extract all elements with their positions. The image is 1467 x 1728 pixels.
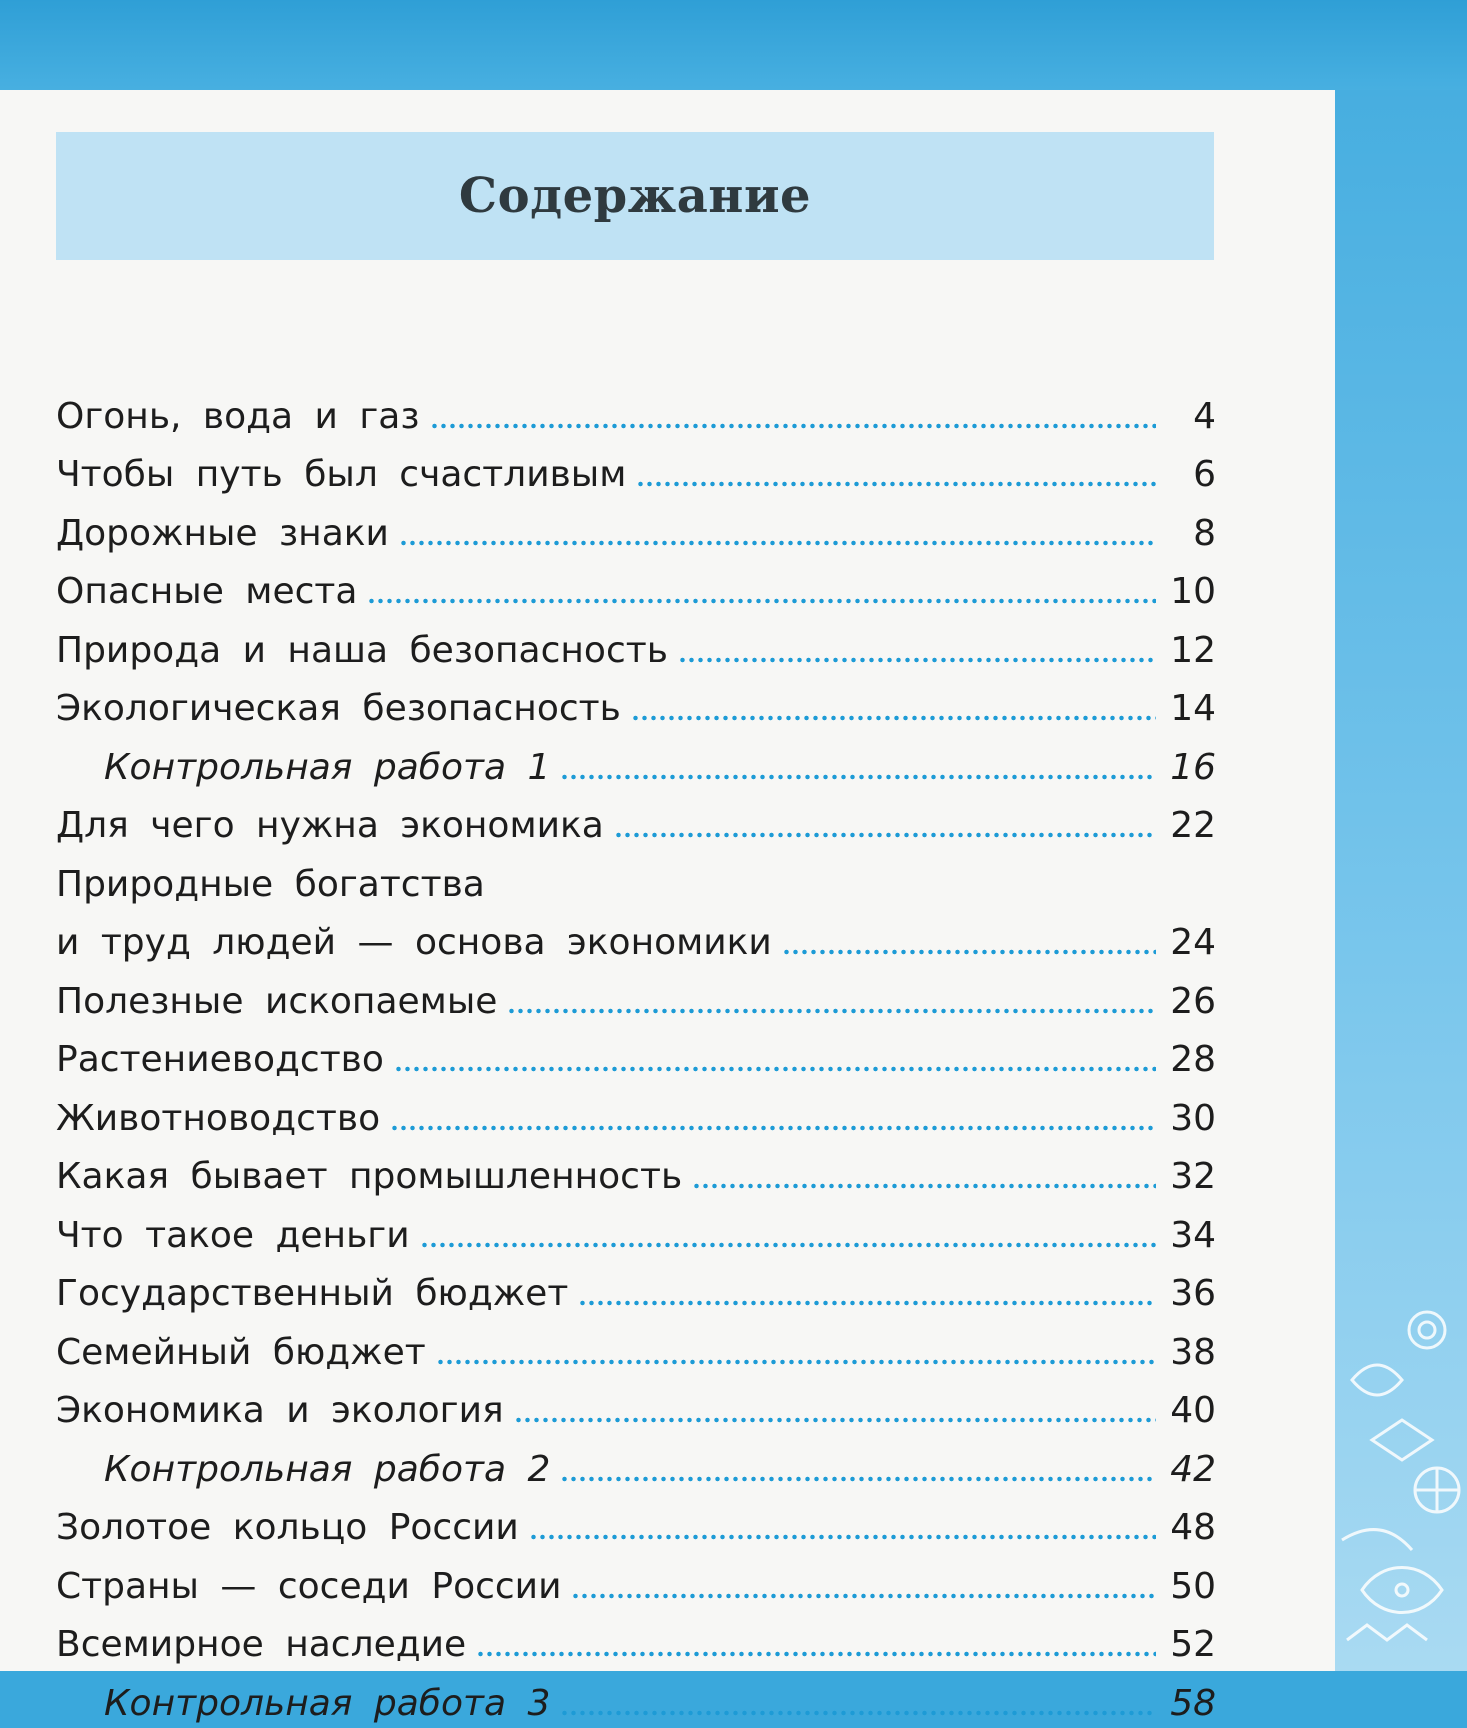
toc-entry-page-number: 32 [1170, 1156, 1216, 1197]
toc-entry [56, 558, 1216, 617]
toc-entry-title: Контрольная работа 2 [104, 1448, 551, 1490]
dot-leader [367, 598, 1156, 604]
toc-entry-page-number: 26 [1170, 980, 1216, 1022]
toc-entry [56, 1494, 1216, 1553]
dot-leader [631, 715, 1156, 721]
dot-leader [436, 1359, 1156, 1365]
dot-leader [394, 1066, 1156, 1072]
toc-entry [56, 1026, 1216, 1085]
toc-entry [56, 850, 1216, 909]
page-sheet [0, 90, 1335, 1724]
dot-leader [420, 1242, 1156, 1248]
toc-entry-page-number: 8 [1193, 512, 1216, 554]
toc-entry-page-number: 24 [1170, 922, 1216, 963]
toc-entry [56, 675, 1216, 734]
toc-entry-page-number: 50 [1170, 1565, 1216, 1607]
toc-entry-page-number: 28 [1170, 1039, 1216, 1080]
dot-leader [529, 1534, 1156, 1540]
toc-entry-title: Растениеводство [56, 1039, 384, 1080]
toc-entry-page-number: 38 [1170, 1331, 1216, 1373]
dot-leader [507, 1008, 1156, 1014]
toc-entry [56, 499, 1216, 558]
dot-leader [430, 423, 1156, 429]
toc-entry [56, 1435, 1216, 1494]
dot-leader [399, 540, 1156, 546]
dot-leader [782, 949, 1156, 955]
toc-entry-page-number: 58 [1170, 1682, 1216, 1724]
toc-entry-page-number: 34 [1170, 1214, 1216, 1256]
dot-leader [560, 1710, 1156, 1716]
toc-entry-title: Огонь, вода и газ [56, 395, 420, 437]
toc-entry [56, 733, 1216, 792]
toc-entry [56, 382, 1216, 441]
toc-entry-title: Для чего нужна экономика [56, 805, 604, 846]
table-of-contents [56, 382, 1216, 1728]
toc-entry-title: Что такое деньги [56, 1214, 410, 1256]
toc-entry-title: Природные богатства [56, 863, 485, 905]
dot-leader [476, 1651, 1156, 1657]
toc-entry-title: Природа и наша безопасность [56, 629, 668, 671]
toc-entry-title: Семейный бюджет [56, 1331, 426, 1373]
dot-leader [514, 1417, 1156, 1423]
toc-entry-page-number: 10 [1170, 571, 1216, 612]
toc-entry [56, 441, 1216, 500]
dot-leader [614, 832, 1156, 838]
toc-entry [56, 1611, 1216, 1670]
toc-entry-page-number: 36 [1170, 1273, 1216, 1314]
decorative-pattern [1332, 1290, 1467, 1671]
toc-entry-title: Государственный бюджет [56, 1273, 569, 1314]
toc-entry-page-number: 4 [1193, 395, 1216, 437]
toc-entry [56, 1318, 1216, 1377]
dot-leader [560, 774, 1156, 780]
page-title: Содержание [458, 168, 812, 224]
toc-entry-page-number: 30 [1170, 1097, 1216, 1139]
toc-entry-page-number: 48 [1170, 1507, 1216, 1548]
toc-entry [56, 1669, 1216, 1728]
toc-entry-title: Чтобы путь был счастливым [56, 454, 627, 495]
dot-leader [578, 1300, 1156, 1306]
toc-entry [56, 616, 1216, 675]
toc-entry-title: Дорожные знаки [56, 512, 389, 554]
toc-entry-title: и труд людей — основа экономики [56, 922, 772, 963]
toc-entry-page-number: 6 [1193, 454, 1216, 495]
toc-entry-title: Всемирное наследие [56, 1624, 467, 1665]
toc-entry-title: Животноводство [56, 1097, 381, 1139]
toc-entry-page-number: 42 [1170, 1448, 1216, 1490]
dot-leader [678, 657, 1156, 663]
toc-entry [56, 1143, 1216, 1202]
dot-leader [571, 1593, 1156, 1599]
toc-entry-page-number: 16 [1170, 746, 1216, 788]
toc-entry-page-number: 40 [1170, 1390, 1216, 1431]
toc-entry [56, 1084, 1216, 1143]
toc-entry-page-number: 22 [1170, 805, 1216, 846]
toc-entry [56, 1377, 1216, 1436]
toc-entry-title: Золотое кольцо России [56, 1507, 519, 1548]
toc-entry [56, 1260, 1216, 1319]
toc-entry-title: Экономика и экология [56, 1390, 504, 1431]
dot-leader [560, 1476, 1156, 1482]
toc-entry-title: Экологическая безопасность [56, 688, 621, 729]
dot-leader [636, 481, 1156, 487]
toc-entry-title: Какая бывает промышленность [56, 1156, 683, 1197]
toc-entry [56, 909, 1216, 968]
dot-leader [390, 1125, 1156, 1131]
toc-entry [56, 792, 1216, 851]
toc-entry-title: Контрольная работа 1 [104, 746, 551, 788]
toc-entry-page-number: 14 [1170, 688, 1216, 729]
toc-entry-title: Полезные ископаемые [56, 980, 498, 1022]
toc-entry-title: Опасные места [56, 571, 358, 612]
toc-entry [56, 1201, 1216, 1260]
toc-entry [56, 1552, 1216, 1611]
toc-entry-page-number: 52 [1170, 1624, 1216, 1665]
dot-leader [692, 1183, 1156, 1189]
toc-entry [56, 967, 1216, 1026]
toc-entry-title: Контрольная работа 3 [104, 1682, 551, 1724]
toc-entry-title: Страны — соседи России [56, 1565, 562, 1607]
toc-entry-page-number: 12 [1170, 629, 1216, 671]
